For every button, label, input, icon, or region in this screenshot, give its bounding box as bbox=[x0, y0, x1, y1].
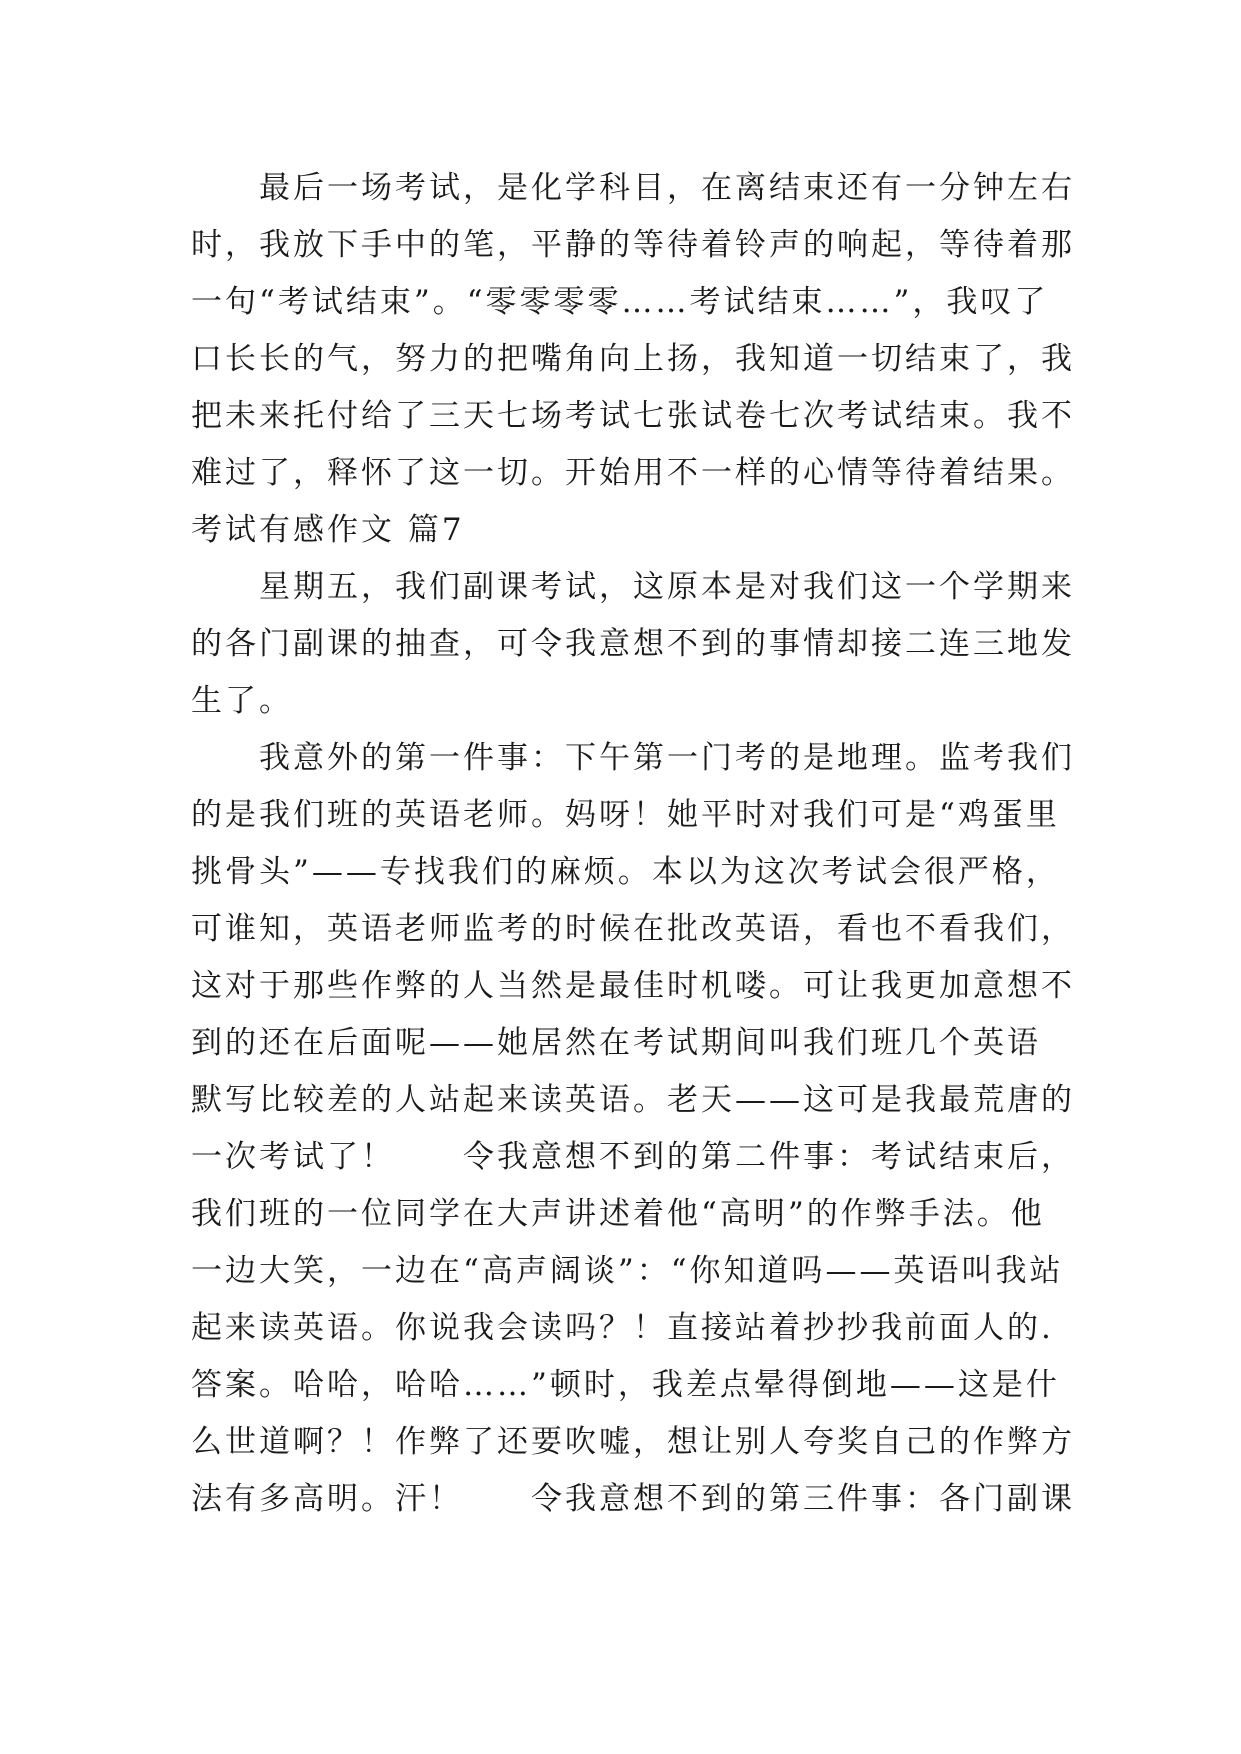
text-line: 一句“考试结束”。“零零零零……考试结束……”，我叹了 bbox=[191, 284, 1049, 320]
text-line: 的是我们班的英语老师。妈呀！她平时对我们可是“鸡蛋里 bbox=[191, 797, 1060, 833]
text-line: 的各门副课的抽查，可令我意想不到的事情却接二连三地发 bbox=[191, 626, 1075, 662]
text-line: 默写比较差的人站起来读英语。老天——这可是我最荒唐的 bbox=[191, 1082, 1075, 1118]
text-line: 把未来托付给了三天七场考试七张试卷七次考试结束。我不 bbox=[191, 398, 1075, 434]
text-line: 最后一场考试，是化学科目，在离结束还有一分钟左右 bbox=[191, 170, 1075, 206]
text-line: 这对于那些作弊的人当然是最佳时机喽。可让我更加意想不 bbox=[191, 968, 1075, 1004]
text-line: 我意外的第一件事：下午第一门考的是地理。监考我们 bbox=[191, 740, 1075, 776]
text-line: 挑骨头”——专找我们的麻烦。本以为这次考试会很严格， bbox=[191, 854, 1060, 890]
text-line: 答案。哈哈，哈哈……”顿时，我差点晕得倒地——这是什 bbox=[191, 1367, 1060, 1403]
section-heading: 考试有感作文 篇7 bbox=[191, 512, 465, 548]
text-line: 可谁知，英语老师监考的时候在批改英语，看也不看我们， bbox=[191, 911, 1075, 947]
essay-body bbox=[191, 160, 1075, 1528]
text-line: 我们班的一位同学在大声讲述着他“高明”的作弊手法。他 bbox=[191, 1196, 1045, 1232]
text-line: 口长长的气，努力的把嘴角向上扬，我知道一切结束了，我 bbox=[191, 341, 1075, 377]
text-line: 到的还在后面呢——她居然在考试期间叫我们班几个英语 bbox=[191, 1025, 1041, 1061]
text-line: 一次考试了！ 令我意想不到的第二件事：考试结束后， bbox=[191, 1139, 1075, 1175]
text-line: 难过了，释怀了这一切。开始用不一样的心情等待着结果。 bbox=[191, 455, 1075, 491]
text-line: 法有多高明。汗！ 令我意想不到的第三件事：各门副课 bbox=[191, 1481, 1075, 1517]
text-line: 一边大笑，一边在“高声阔谈”：“你知道吗——英语叫我站 bbox=[191, 1253, 1064, 1289]
text-line: 么世道啊？！作弊了还要吹嘘，想让别人夸奖自己的作弊方 bbox=[191, 1424, 1075, 1460]
text-line: 起来读英语。你说我会读吗？！直接站着抄抄我前面人的. bbox=[191, 1310, 1054, 1346]
text-line: 生了。 bbox=[191, 683, 293, 719]
text-line: 星期五，我们副课考试，这原本是对我们这一个学期来 bbox=[191, 569, 1075, 605]
text-line: 时，我放下手中的笔，平静的等待着铃声的响起，等待着那 bbox=[191, 227, 1075, 263]
